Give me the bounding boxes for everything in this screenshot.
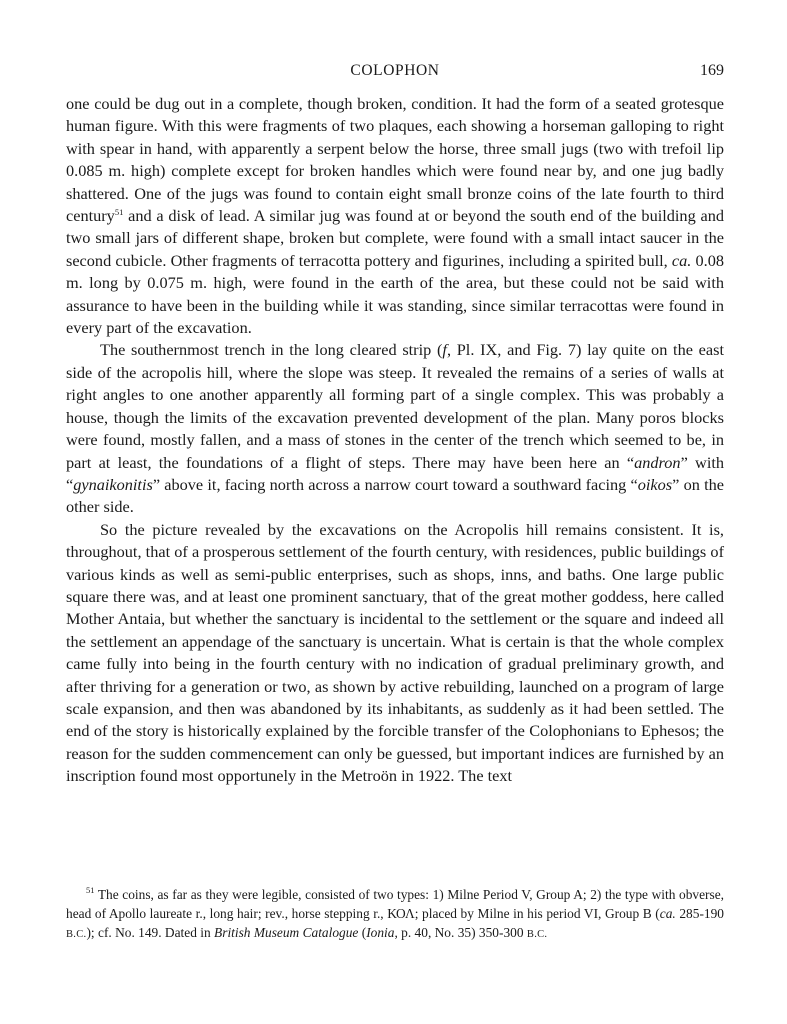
paragraph-2-text-c: ” with “ bbox=[66, 452, 725, 494]
footnote-text-a: The coins, as far as they were legible, consisted of two types: 1) Milne Period V, Group A; 2) the type with obverse, head of Apollo laureate r., long hair; rev., horse stepping r., ΚΟΛ; placed by Milne in his period VI, Group B ( bbox=[66, 887, 724, 921]
body-text bbox=[66, 93, 724, 788]
running-title: COLOPHON bbox=[350, 62, 440, 79]
page-number: 169 bbox=[700, 62, 724, 79]
footnote-circa: ca. bbox=[659, 906, 676, 921]
paragraph-2 bbox=[66, 339, 724, 518]
circa-abbreviation: ca. bbox=[671, 250, 692, 270]
paragraph-2-text-a: The southernmost trench in the long cleared strip ( bbox=[100, 340, 443, 360]
footnote-date-range: 285-190 bbox=[679, 906, 724, 921]
footnote-text-b: ); cf. No. 149. Dated in bbox=[86, 925, 211, 940]
footnote-51 bbox=[66, 885, 724, 944]
footnote-paren-open: ( bbox=[361, 925, 367, 940]
paragraph-1-text-a: one could be dug out in a complete, though broken, condition. It had the form of a seated grotesque human figure. With this were fragments of two plaques, each showing a horseman galloping to right with spear in hand, with apparently a serpent below the horse, three small jugs (two with trefoil lip 0.085 m. high) complete except for broken handles which were found near by, and one jug badly shattered. One of the jugs was found to contain eight small bronze coins of the late fourth to third century bbox=[66, 94, 724, 226]
ionia-title: Ionia bbox=[366, 925, 395, 940]
footnote-reference-51: 51 bbox=[114, 207, 124, 218]
paragraph-2-text-d: ” above it, facing north across a narrow court toward a southward facing “ bbox=[152, 474, 638, 494]
footnote-bc-2: B.C. bbox=[526, 929, 548, 940]
term-andron: andron bbox=[634, 452, 681, 472]
footnote-number: 51 bbox=[86, 885, 95, 895]
term-gynaikonitis: gynaikonitis bbox=[73, 474, 153, 494]
page-header bbox=[66, 62, 724, 84]
catalogue-title: British Museum Catalogue bbox=[214, 925, 359, 940]
footnote-bc-1: B.C. bbox=[66, 929, 87, 940]
footnote-text-c: , p. 40, No. 35) 350-300 bbox=[394, 925, 524, 940]
paragraph-3: So the picture revealed by the excavations on the Acropolis hill remains consistent. It is, throughout, that of a prosperous settlement of the fourth century, with residences, public buildings of various kinds as well as semi-public enterprises, such as shops, inns, and baths. One large public square there was, and at least one prominent sanctuary, that of the great mother goddess, here called Mother Antaia, but whether the sanctuary is incidental to the settlement or the square and indeed all the settlement an appendage of the sanctuary is uncertain. What is certain is that the whole complex came fully into being in the fourth century with no indication of gradual preliminary growth, and after thriving for a generation or two, as shown by active rebuilding, launched on a program of large scale expansion, and then was abandoned by its inhabitants, as suddenly as it had been settled. The end of the story is historically explained by the forcible transfer of the Colophonians to Ephesos; the reason for the sudden commencement can only be guessed, but important indices are furnished by an inscription found most opportunely in the Metroön in 1922. The text bbox=[66, 519, 724, 786]
paragraph-2-text-e: ” on the other side. bbox=[66, 474, 725, 517]
paragraph-1-text-b: and a disk of lead. A similar jug was found at or beyond the south end of the building and two small jars of different shape, broken but complete, were found with a small intact saucer in the second cubicle. Other fragments of terracotta pottery and figurines, including a spirited bull, bbox=[66, 206, 724, 270]
term-oikos: oikos bbox=[637, 474, 673, 494]
paragraph-1-text-c: 0.08 m. long by 0.075 m. high, were found in the earth of the area, but these could not be said with assurance to have been in the building while it was standing, since similar terracottas were found in every part of the excavation. bbox=[66, 250, 725, 338]
paragraph-1 bbox=[66, 93, 724, 339]
trench-letter: f bbox=[442, 340, 447, 360]
footnotes bbox=[66, 885, 724, 944]
paragraph-2-text-b: , Pl. IX, and Fig. 7) lay quite on the east side of the acropolis hill, where the slope was steep. It revealed the remains of a series of walls at right angles to one another apparently all forming part of a single complex. This was probably a house, though the limits of the excavation prevented development of the plan. Many poros blocks were found, mostly fallen, and a mass of stones in the center of the trench which seemed to be, in part at least, the foundations of a flight of steps. There may have been here an “ bbox=[66, 340, 724, 472]
